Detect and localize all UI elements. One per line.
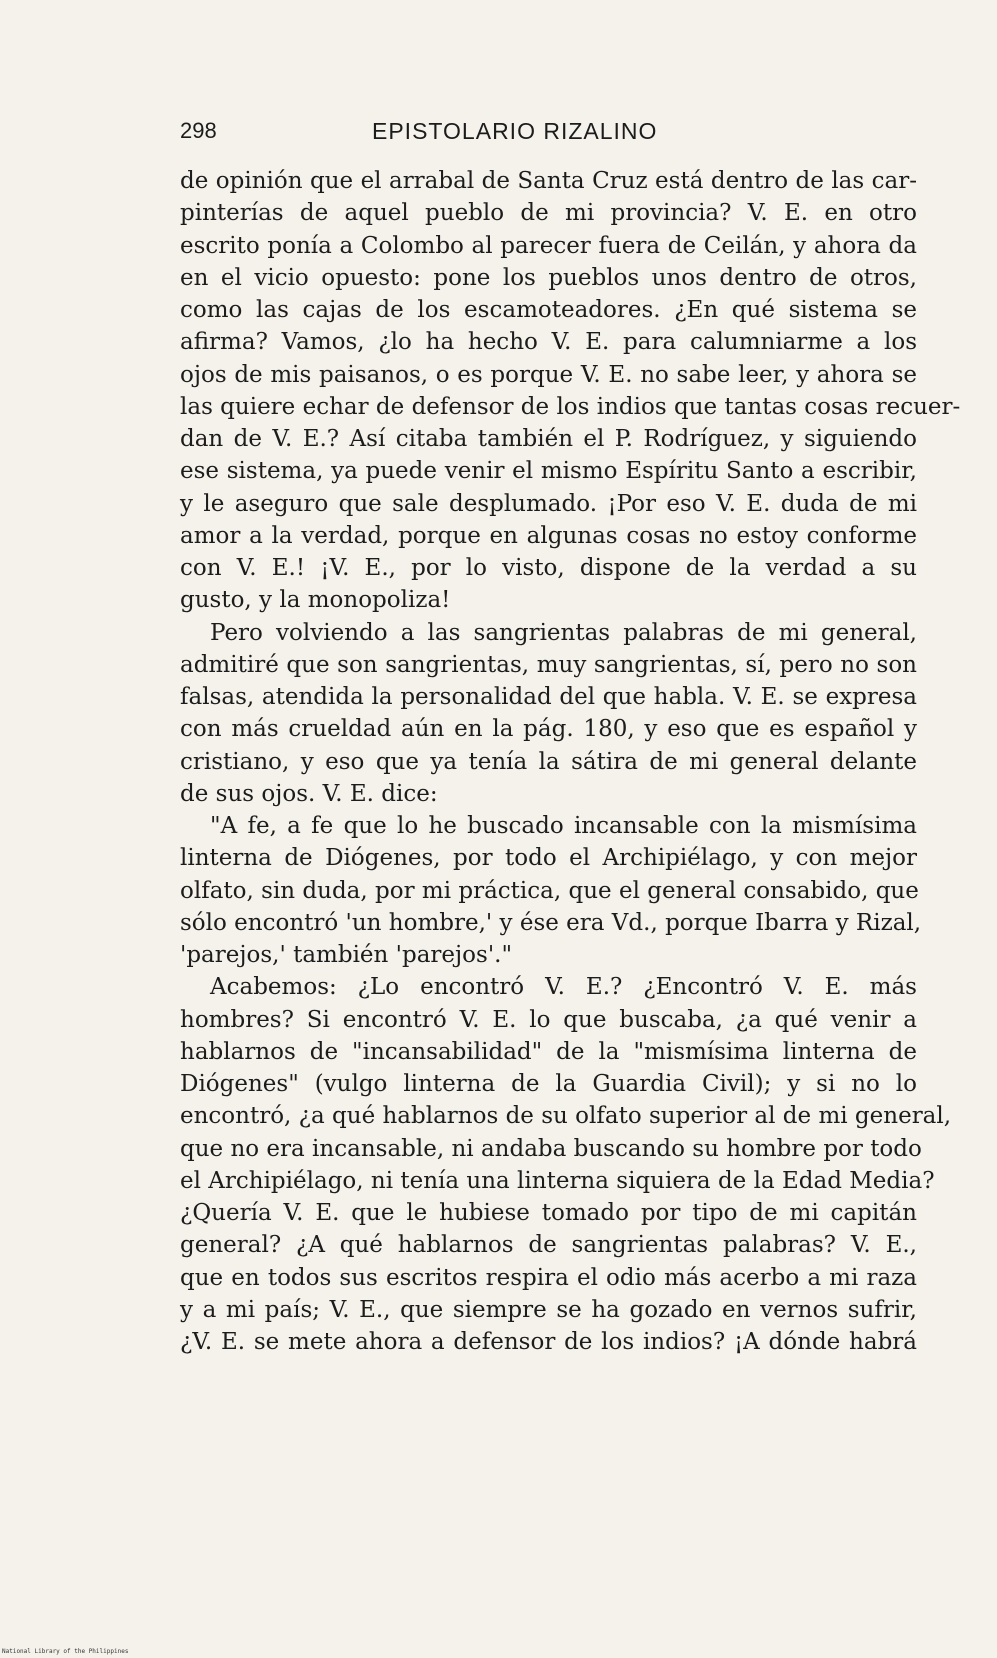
text-line: 'parejos,' también 'parejos'." [180,942,513,968]
page-header [180,118,917,148]
text-line: ese sistema, ya puede venir el mismo Espíritu Santo a escribir, [180,458,917,485]
text-line: y a mi país; V. E., que siempre se ha gozado en vernos sufrir, [180,1296,917,1323]
text-line: Acabemos: ¿Lo encontró V. E.? ¿Encontró V. E. más [210,974,917,1001]
text-line: admitiré que son sangrientas, muy sangrientas, sí, pero no son [180,651,917,678]
text-line: falsas, atendida la personalidad del que habla. V. E. se expresa [180,684,917,710]
text-line: general? ¿A qué hablarnos de sangrientas palabras? V. E., [180,1232,917,1259]
text-line: olfato, sin duda, por mi práctica, que el general consabido, que [180,877,919,904]
text-line: cristiano, y eso que ya tenía la sátira de mi general delante [180,748,917,775]
text-line: hablarnos de "incansabilidad" de la "mismísima linterna de [180,1038,917,1065]
text-line: en el vicio opuesto: pone los pueblos unos dentro de otros, [180,264,917,291]
text-line: pinterías de aquel pueblo de mi provincia? V. E. en otro [180,200,917,227]
text-line: hombres? Si encontró V. E. lo que buscaba, ¿a qué venir a [180,1006,917,1033]
text-line: de sus ojos. V. E. dice: [180,780,438,807]
text-line: que en todos sus escritos respira el odio más acerbo a mi raza [180,1264,917,1291]
text-line: Pero volviendo a las sangrientas palabras de mi general, [210,619,917,646]
body-text [180,165,961,1358]
text-line: dan de V. E.? Así citaba también el P. Rodríguez, y siguiendo [180,426,917,452]
text-line: linterna de Diógenes, por todo el Archipiélago, y con mejor [180,845,917,872]
text-line: sólo encontró 'un hombre,' y ése era Vd., porque Ibarra y Rizal, [180,909,922,936]
text-line: el Archipiélago, ni tenía una linterna siquiera de la Edad Media? [180,1167,935,1194]
text-line: como las cajas de los escamoteadores. ¿En qué sistema se [180,297,917,323]
text-line: gusto, y la monopoliza! [180,587,451,614]
text-line: Diógenes" (vulgo linterna de la Guardia Civil); y si no lo [180,1071,917,1097]
text-line: "A fe, a fe que lo he buscado incansable con la mismísima [210,813,917,839]
text-line: que no era incansable, ni andaba buscando su hombre por todo [180,1135,922,1162]
text-line: amor a la verdad, porque en algunas cosas no estoy conforme [180,522,917,549]
text-line: ojos de mis paisanos, o es porque V. E. no sabe leer, y ahora se [180,361,917,388]
text-line: escrito ponía a Colombo al parecer fuera de Ceilán, y ahora da [180,232,917,259]
page-number: 298 [180,118,217,143]
library-credit: National Library of the Philippines [2,1648,129,1655]
text-line: con V. E.! ¡V. E., por lo visto, dispone de la verdad a su [180,555,917,581]
text-line: con más crueldad aún en la pág. 180, y eso que es español y [180,716,917,743]
text-line: las quiere echar de defensor de los indios que tantas cosas recuer- [180,393,961,420]
text-line: encontró, ¿a qué hablarnos de su olfato superior al de mi general, [180,1103,952,1130]
running-title: EPISTOLARIO RIZALINO [372,118,658,144]
text-line: afirma? Vamos, ¿lo ha hecho V. E. para calumniarme a los [180,329,917,356]
text-line: ¿V. E. se mete ahora a defensor de los indios? ¡A dónde habrá [180,1329,917,1355]
text-line: de opinión que el arrabal de Santa Cruz está dentro de las car- [180,168,917,194]
text-line: ¿Quería V. E. que le hubiese tomado por tipo de mi capitán [180,1200,917,1226]
text-line: y le aseguro que sale desplumado. ¡Por eso V. E. duda de mi [180,490,917,517]
